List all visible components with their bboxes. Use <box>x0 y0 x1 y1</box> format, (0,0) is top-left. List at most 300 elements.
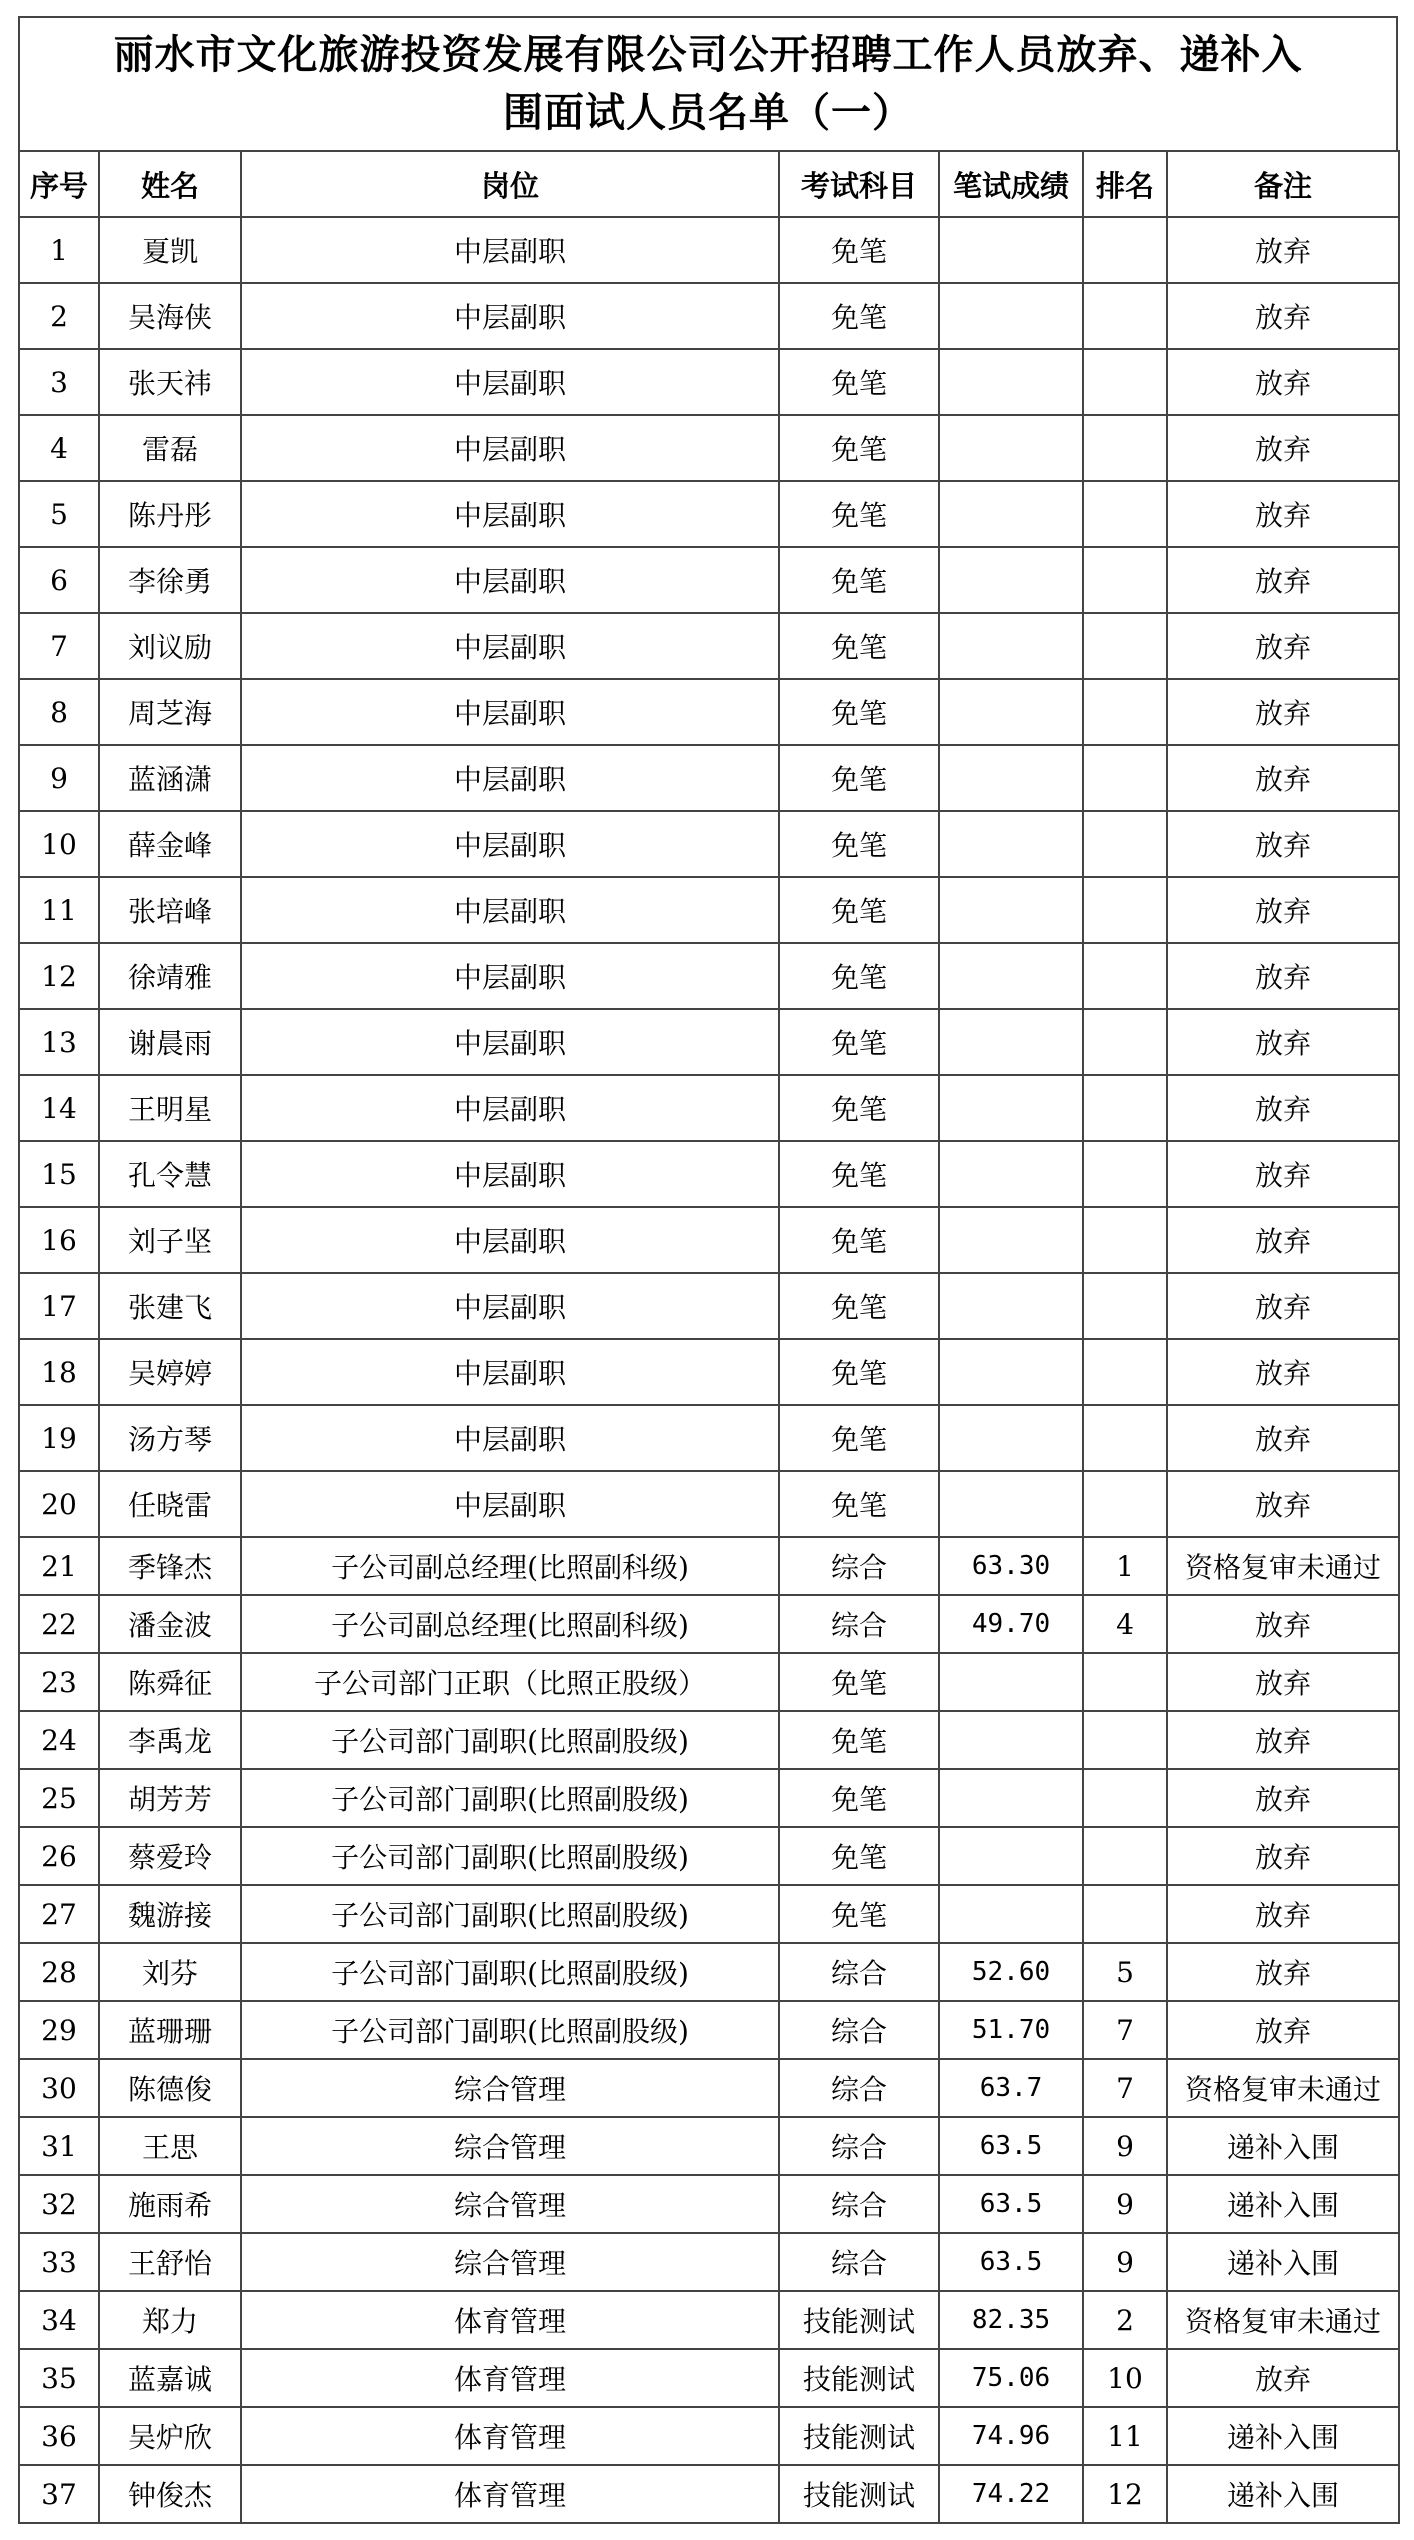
cell-position: 中层副职 <box>241 877 779 943</box>
cell-name: 张建飞 <box>99 1273 241 1339</box>
cell-index: 17 <box>19 1273 99 1339</box>
table-row <box>19 2349 1399 2407</box>
cell-score <box>939 1769 1083 1827</box>
cell-position: 中层副职 <box>241 481 779 547</box>
cell-score <box>939 481 1083 547</box>
cell-position: 中层副职 <box>241 349 779 415</box>
cell-index: 27 <box>19 1885 99 1943</box>
table-row <box>19 877 1399 943</box>
table-header-row <box>19 151 1399 217</box>
cell-score: 63.30 <box>939 1537 1083 1595</box>
table-row <box>19 2175 1399 2233</box>
cell-position: 子公司副总经理(比照副科级) <box>241 1537 779 1595</box>
cell-subject: 免笔 <box>779 1009 939 1075</box>
cell-subject: 技能测试 <box>779 2465 939 2523</box>
cell-remark: 放弃 <box>1167 1207 1399 1273</box>
cell-name: 李徐勇 <box>99 547 241 613</box>
cell-score <box>939 613 1083 679</box>
cell-subject: 免笔 <box>779 943 939 1009</box>
table-row <box>19 547 1399 613</box>
cell-index: 8 <box>19 679 99 745</box>
table-body <box>19 217 1399 2523</box>
cell-position: 子公司部门副职(比照副股级) <box>241 1769 779 1827</box>
cell-index: 10 <box>19 811 99 877</box>
cell-name: 张培峰 <box>99 877 241 943</box>
header-remark: 备注 <box>1167 151 1399 217</box>
cell-index: 36 <box>19 2407 99 2465</box>
table-row <box>19 283 1399 349</box>
cell-remark: 放弃 <box>1167 1009 1399 1075</box>
cell-remark: 资格复审未通过 <box>1167 1537 1399 1595</box>
cell-score <box>939 1653 1083 1711</box>
table-row <box>19 217 1399 283</box>
cell-rank <box>1083 547 1167 613</box>
cell-remark: 放弃 <box>1167 217 1399 283</box>
cell-position: 子公司部门副职(比照副股级) <box>241 1711 779 1769</box>
cell-index: 20 <box>19 1471 99 1537</box>
cell-index: 7 <box>19 613 99 679</box>
table-row <box>19 679 1399 745</box>
cell-name: 夏凯 <box>99 217 241 283</box>
cell-index: 5 <box>19 481 99 547</box>
table-row <box>19 1207 1399 1273</box>
cell-position: 中层副职 <box>241 1339 779 1405</box>
cell-index: 15 <box>19 1141 99 1207</box>
table-row <box>19 1769 1399 1827</box>
table-row <box>19 1827 1399 1885</box>
cell-name: 蔡爱玲 <box>99 1827 241 1885</box>
cell-position: 中层副职 <box>241 943 779 1009</box>
cell-index: 18 <box>19 1339 99 1405</box>
cell-name: 汤方琴 <box>99 1405 241 1471</box>
table-row <box>19 1405 1399 1471</box>
cell-subject: 免笔 <box>779 1207 939 1273</box>
table-row <box>19 2001 1399 2059</box>
cell-index: 33 <box>19 2233 99 2291</box>
cell-rank: 11 <box>1083 2407 1167 2465</box>
cell-subject: 免笔 <box>779 349 939 415</box>
cell-index: 16 <box>19 1207 99 1273</box>
cell-rank: 9 <box>1083 2175 1167 2233</box>
cell-score <box>939 1471 1083 1537</box>
cell-score <box>939 811 1083 877</box>
cell-subject: 综合 <box>779 2175 939 2233</box>
cell-name: 蓝涵潇 <box>99 745 241 811</box>
cell-rank <box>1083 811 1167 877</box>
header-name: 姓名 <box>99 151 241 217</box>
cell-name: 陈德俊 <box>99 2059 241 2117</box>
cell-subject: 综合 <box>779 1595 939 1653</box>
cell-index: 30 <box>19 2059 99 2117</box>
cell-rank: 7 <box>1083 2001 1167 2059</box>
cell-position: 中层副职 <box>241 613 779 679</box>
cell-rank <box>1083 283 1167 349</box>
cell-rank <box>1083 1827 1167 1885</box>
cell-rank <box>1083 1009 1167 1075</box>
cell-remark: 放弃 <box>1167 1141 1399 1207</box>
cell-subject: 综合 <box>779 2117 939 2175</box>
cell-rank <box>1083 349 1167 415</box>
cell-rank <box>1083 217 1167 283</box>
cell-position: 中层副职 <box>241 547 779 613</box>
cell-subject: 免笔 <box>779 679 939 745</box>
cell-rank <box>1083 1141 1167 1207</box>
cell-position: 体育管理 <box>241 2291 779 2349</box>
cell-position: 体育管理 <box>241 2407 779 2465</box>
cell-index: 19 <box>19 1405 99 1471</box>
header-index: 序号 <box>19 151 99 217</box>
cell-name: 刘芬 <box>99 1943 241 2001</box>
table-row <box>19 2291 1399 2349</box>
cell-score: 63.5 <box>939 2117 1083 2175</box>
table-row <box>19 1471 1399 1537</box>
cell-index: 4 <box>19 415 99 481</box>
cell-subject: 免笔 <box>779 1339 939 1405</box>
cell-score: 63.5 <box>939 2233 1083 2291</box>
table-row <box>19 1339 1399 1405</box>
cell-score <box>939 1207 1083 1273</box>
cell-rank <box>1083 415 1167 481</box>
cell-position: 中层副职 <box>241 679 779 745</box>
cell-remark: 放弃 <box>1167 613 1399 679</box>
cell-position: 综合管理 <box>241 2059 779 2117</box>
cell-name: 吴婷婷 <box>99 1339 241 1405</box>
cell-name: 刘议励 <box>99 613 241 679</box>
cell-subject: 综合 <box>779 1537 939 1595</box>
cell-index: 12 <box>19 943 99 1009</box>
cell-score <box>939 1075 1083 1141</box>
cell-remark: 放弃 <box>1167 1885 1399 1943</box>
title-line-1: 丽水市文化旅游投资发展有限公司公开招聘工作人员放弃、递补入 <box>113 32 1303 78</box>
cell-remark: 递补入围 <box>1167 2117 1399 2175</box>
cell-position: 中层副职 <box>241 1009 779 1075</box>
cell-rank <box>1083 1339 1167 1405</box>
cell-subject: 综合 <box>779 2001 939 2059</box>
cell-position: 中层副职 <box>241 1273 779 1339</box>
table-row <box>19 1885 1399 1943</box>
cell-name: 魏游接 <box>99 1885 241 1943</box>
cell-remark: 资格复审未通过 <box>1167 2291 1399 2349</box>
cell-subject: 免笔 <box>779 1405 939 1471</box>
cell-remark: 递补入围 <box>1167 2175 1399 2233</box>
cell-score <box>939 1339 1083 1405</box>
cell-name: 刘子坚 <box>99 1207 241 1273</box>
table-row <box>19 1653 1399 1711</box>
cell-remark: 放弃 <box>1167 679 1399 745</box>
table-row <box>19 349 1399 415</box>
cell-score <box>939 1405 1083 1471</box>
cell-rank: 12 <box>1083 2465 1167 2523</box>
table-row <box>19 1537 1399 1595</box>
cell-remark: 放弃 <box>1167 547 1399 613</box>
cell-score: 74.22 <box>939 2465 1083 2523</box>
cell-rank <box>1083 1207 1167 1273</box>
cell-remark: 递补入围 <box>1167 2407 1399 2465</box>
cell-remark: 递补入围 <box>1167 2465 1399 2523</box>
cell-index: 1 <box>19 217 99 283</box>
cell-score <box>939 745 1083 811</box>
cell-index: 35 <box>19 2349 99 2407</box>
cell-score <box>939 1885 1083 1943</box>
cell-name: 吴海侠 <box>99 283 241 349</box>
cell-remark: 放弃 <box>1167 1405 1399 1471</box>
cell-score: 74.96 <box>939 2407 1083 2465</box>
cell-subject: 免笔 <box>779 1471 939 1537</box>
cell-name: 王思 <box>99 2117 241 2175</box>
cell-subject: 免笔 <box>779 1827 939 1885</box>
cell-score <box>939 217 1083 283</box>
cell-score <box>939 1009 1083 1075</box>
cell-score <box>939 679 1083 745</box>
cell-remark: 放弃 <box>1167 1471 1399 1537</box>
cell-index: 31 <box>19 2117 99 2175</box>
cell-subject: 免笔 <box>779 613 939 679</box>
cell-score <box>939 877 1083 943</box>
table-row <box>19 745 1399 811</box>
cell-rank <box>1083 1711 1167 1769</box>
header-subject: 考试科目 <box>779 151 939 217</box>
cell-subject: 综合 <box>779 2233 939 2291</box>
table-row <box>19 1141 1399 1207</box>
cell-index: 24 <box>19 1711 99 1769</box>
cell-subject: 技能测试 <box>779 2349 939 2407</box>
cell-position: 中层副职 <box>241 811 779 877</box>
cell-name: 薛金峰 <box>99 811 241 877</box>
cell-index: 26 <box>19 1827 99 1885</box>
cell-index: 28 <box>19 1943 99 2001</box>
cell-name: 吴炉欣 <box>99 2407 241 2465</box>
cell-remark: 递补入围 <box>1167 2233 1399 2291</box>
cell-index: 34 <box>19 2291 99 2349</box>
table-row <box>19 613 1399 679</box>
cell-index: 22 <box>19 1595 99 1653</box>
cell-rank <box>1083 877 1167 943</box>
cell-name: 周芝海 <box>99 679 241 745</box>
cell-rank <box>1083 481 1167 547</box>
cell-subject: 免笔 <box>779 1273 939 1339</box>
table-row <box>19 2059 1399 2117</box>
cell-name: 施雨希 <box>99 2175 241 2233</box>
cell-name: 潘金波 <box>99 1595 241 1653</box>
cell-remark: 放弃 <box>1167 943 1399 1009</box>
cell-subject: 技能测试 <box>779 2407 939 2465</box>
table-row <box>19 1595 1399 1653</box>
cell-index: 25 <box>19 1769 99 1827</box>
cell-index: 23 <box>19 1653 99 1711</box>
cell-remark: 放弃 <box>1167 1711 1399 1769</box>
cell-subject: 免笔 <box>779 415 939 481</box>
cell-subject: 综合 <box>779 2059 939 2117</box>
cell-name: 王舒怡 <box>99 2233 241 2291</box>
cell-name: 陈舜征 <box>99 1653 241 1711</box>
cell-position: 体育管理 <box>241 2349 779 2407</box>
cell-index: 37 <box>19 2465 99 2523</box>
table-row <box>19 2117 1399 2175</box>
cell-position: 中层副职 <box>241 745 779 811</box>
cell-index: 29 <box>19 2001 99 2059</box>
header-score: 笔试成绩 <box>939 151 1083 217</box>
title-line-2: 围面试人员名单（一） <box>503 90 913 136</box>
header-rank: 排名 <box>1083 151 1167 217</box>
cell-rank <box>1083 1405 1167 1471</box>
cell-remark: 放弃 <box>1167 415 1399 481</box>
cell-remark: 放弃 <box>1167 1943 1399 2001</box>
cell-subject: 免笔 <box>779 1769 939 1827</box>
cell-subject: 免笔 <box>779 1885 939 1943</box>
cell-score: 75.06 <box>939 2349 1083 2407</box>
cell-remark: 放弃 <box>1167 2001 1399 2059</box>
cell-position: 子公司副总经理(比照副科级) <box>241 1595 779 1653</box>
cell-index: 9 <box>19 745 99 811</box>
table-row <box>19 1273 1399 1339</box>
cell-name: 郑力 <box>99 2291 241 2349</box>
cell-subject: 免笔 <box>779 481 939 547</box>
cell-position: 子公司部门副职(比照副股级) <box>241 1885 779 1943</box>
cell-name: 王明星 <box>99 1075 241 1141</box>
cell-remark: 放弃 <box>1167 1273 1399 1339</box>
cell-index: 6 <box>19 547 99 613</box>
cell-position: 中层副职 <box>241 1075 779 1141</box>
cell-subject: 综合 <box>779 1943 939 2001</box>
cell-score <box>939 415 1083 481</box>
cell-score <box>939 547 1083 613</box>
cell-rank: 5 <box>1083 1943 1167 2001</box>
cell-score <box>939 1711 1083 1769</box>
cell-position: 子公司部门副职(比照副股级) <box>241 1943 779 2001</box>
cell-position: 中层副职 <box>241 217 779 283</box>
table-row <box>19 811 1399 877</box>
cell-rank <box>1083 943 1167 1009</box>
cell-score <box>939 1141 1083 1207</box>
cell-position: 中层副职 <box>241 1207 779 1273</box>
cell-position: 中层副职 <box>241 1141 779 1207</box>
cell-rank <box>1083 1653 1167 1711</box>
cell-remark: 放弃 <box>1167 1075 1399 1141</box>
cell-name: 陈丹彤 <box>99 481 241 547</box>
cell-remark: 放弃 <box>1167 1595 1399 1653</box>
cell-name: 钟俊杰 <box>99 2465 241 2523</box>
cell-index: 2 <box>19 283 99 349</box>
cell-rank <box>1083 679 1167 745</box>
cell-name: 孔令慧 <box>99 1141 241 1207</box>
cell-remark: 放弃 <box>1167 811 1399 877</box>
cell-remark: 放弃 <box>1167 349 1399 415</box>
cell-index: 11 <box>19 877 99 943</box>
cell-name: 胡芳芳 <box>99 1769 241 1827</box>
cell-name: 蓝珊珊 <box>99 2001 241 2059</box>
cell-rank: 10 <box>1083 2349 1167 2407</box>
cell-subject: 免笔 <box>779 1141 939 1207</box>
cell-position: 综合管理 <box>241 2117 779 2175</box>
table-row <box>19 415 1399 481</box>
cell-score: 63.5 <box>939 2175 1083 2233</box>
cell-remark: 放弃 <box>1167 1653 1399 1711</box>
cell-subject: 免笔 <box>779 745 939 811</box>
cell-rank: 7 <box>1083 2059 1167 2117</box>
header-position: 岗位 <box>241 151 779 217</box>
cell-rank: 1 <box>1083 1537 1167 1595</box>
cell-rank: 2 <box>1083 2291 1167 2349</box>
cell-subject: 免笔 <box>779 1075 939 1141</box>
cell-score: 49.70 <box>939 1595 1083 1653</box>
cell-remark: 放弃 <box>1167 283 1399 349</box>
cell-score <box>939 1273 1083 1339</box>
cell-position: 体育管理 <box>241 2465 779 2523</box>
cell-score: 51.70 <box>939 2001 1083 2059</box>
cell-remark: 放弃 <box>1167 1769 1399 1827</box>
cell-position: 综合管理 <box>241 2233 779 2291</box>
cell-subject: 技能测试 <box>779 2291 939 2349</box>
table-row <box>19 1075 1399 1141</box>
cell-rank: 4 <box>1083 1595 1167 1653</box>
cell-rank <box>1083 1885 1167 1943</box>
cell-position: 中层副职 <box>241 1405 779 1471</box>
table-row <box>19 1711 1399 1769</box>
cell-rank <box>1083 613 1167 679</box>
cell-score <box>939 1827 1083 1885</box>
cell-name: 雷磊 <box>99 415 241 481</box>
cell-remark: 放弃 <box>1167 877 1399 943</box>
cell-subject: 免笔 <box>779 1653 939 1711</box>
cell-remark: 放弃 <box>1167 1827 1399 1885</box>
table-row <box>19 481 1399 547</box>
cell-position: 综合管理 <box>241 2175 779 2233</box>
cell-name: 李禹龙 <box>99 1711 241 1769</box>
cell-position: 中层副职 <box>241 1471 779 1537</box>
cell-rank <box>1083 1471 1167 1537</box>
table-row <box>19 2465 1399 2523</box>
cell-subject: 免笔 <box>779 1711 939 1769</box>
cell-subject: 免笔 <box>779 877 939 943</box>
table-row <box>19 2407 1399 2465</box>
cell-score <box>939 943 1083 1009</box>
cell-index: 21 <box>19 1537 99 1595</box>
cell-position: 子公司部门副职(比照副股级) <box>241 1827 779 1885</box>
table-row <box>19 2233 1399 2291</box>
table-row <box>19 1009 1399 1075</box>
cell-rank: 9 <box>1083 2233 1167 2291</box>
candidate-table <box>18 150 1400 2524</box>
cell-name: 蓝嘉诚 <box>99 2349 241 2407</box>
cell-index: 13 <box>19 1009 99 1075</box>
cell-remark: 放弃 <box>1167 745 1399 811</box>
cell-subject: 免笔 <box>779 547 939 613</box>
cell-remark: 资格复审未通过 <box>1167 2059 1399 2117</box>
cell-rank: 9 <box>1083 2117 1167 2175</box>
cell-subject: 免笔 <box>779 283 939 349</box>
cell-rank <box>1083 1075 1167 1141</box>
cell-remark: 放弃 <box>1167 1339 1399 1405</box>
cell-name: 谢晨雨 <box>99 1009 241 1075</box>
cell-score: 82.35 <box>939 2291 1083 2349</box>
cell-name: 徐靖雅 <box>99 943 241 1009</box>
table-row <box>19 1943 1399 2001</box>
document-title <box>18 16 1398 150</box>
cell-rank <box>1083 1769 1167 1827</box>
cell-position: 子公司部门正职（比照正股级） <box>241 1653 779 1711</box>
cell-score <box>939 349 1083 415</box>
cell-score: 52.60 <box>939 1943 1083 2001</box>
cell-position: 子公司部门副职(比照副股级) <box>241 2001 779 2059</box>
cell-name: 张天祎 <box>99 349 241 415</box>
cell-remark: 放弃 <box>1167 2349 1399 2407</box>
cell-index: 14 <box>19 1075 99 1141</box>
cell-subject: 免笔 <box>779 811 939 877</box>
cell-score <box>939 283 1083 349</box>
cell-rank <box>1083 1273 1167 1339</box>
cell-score: 63.7 <box>939 2059 1083 2117</box>
cell-index: 32 <box>19 2175 99 2233</box>
